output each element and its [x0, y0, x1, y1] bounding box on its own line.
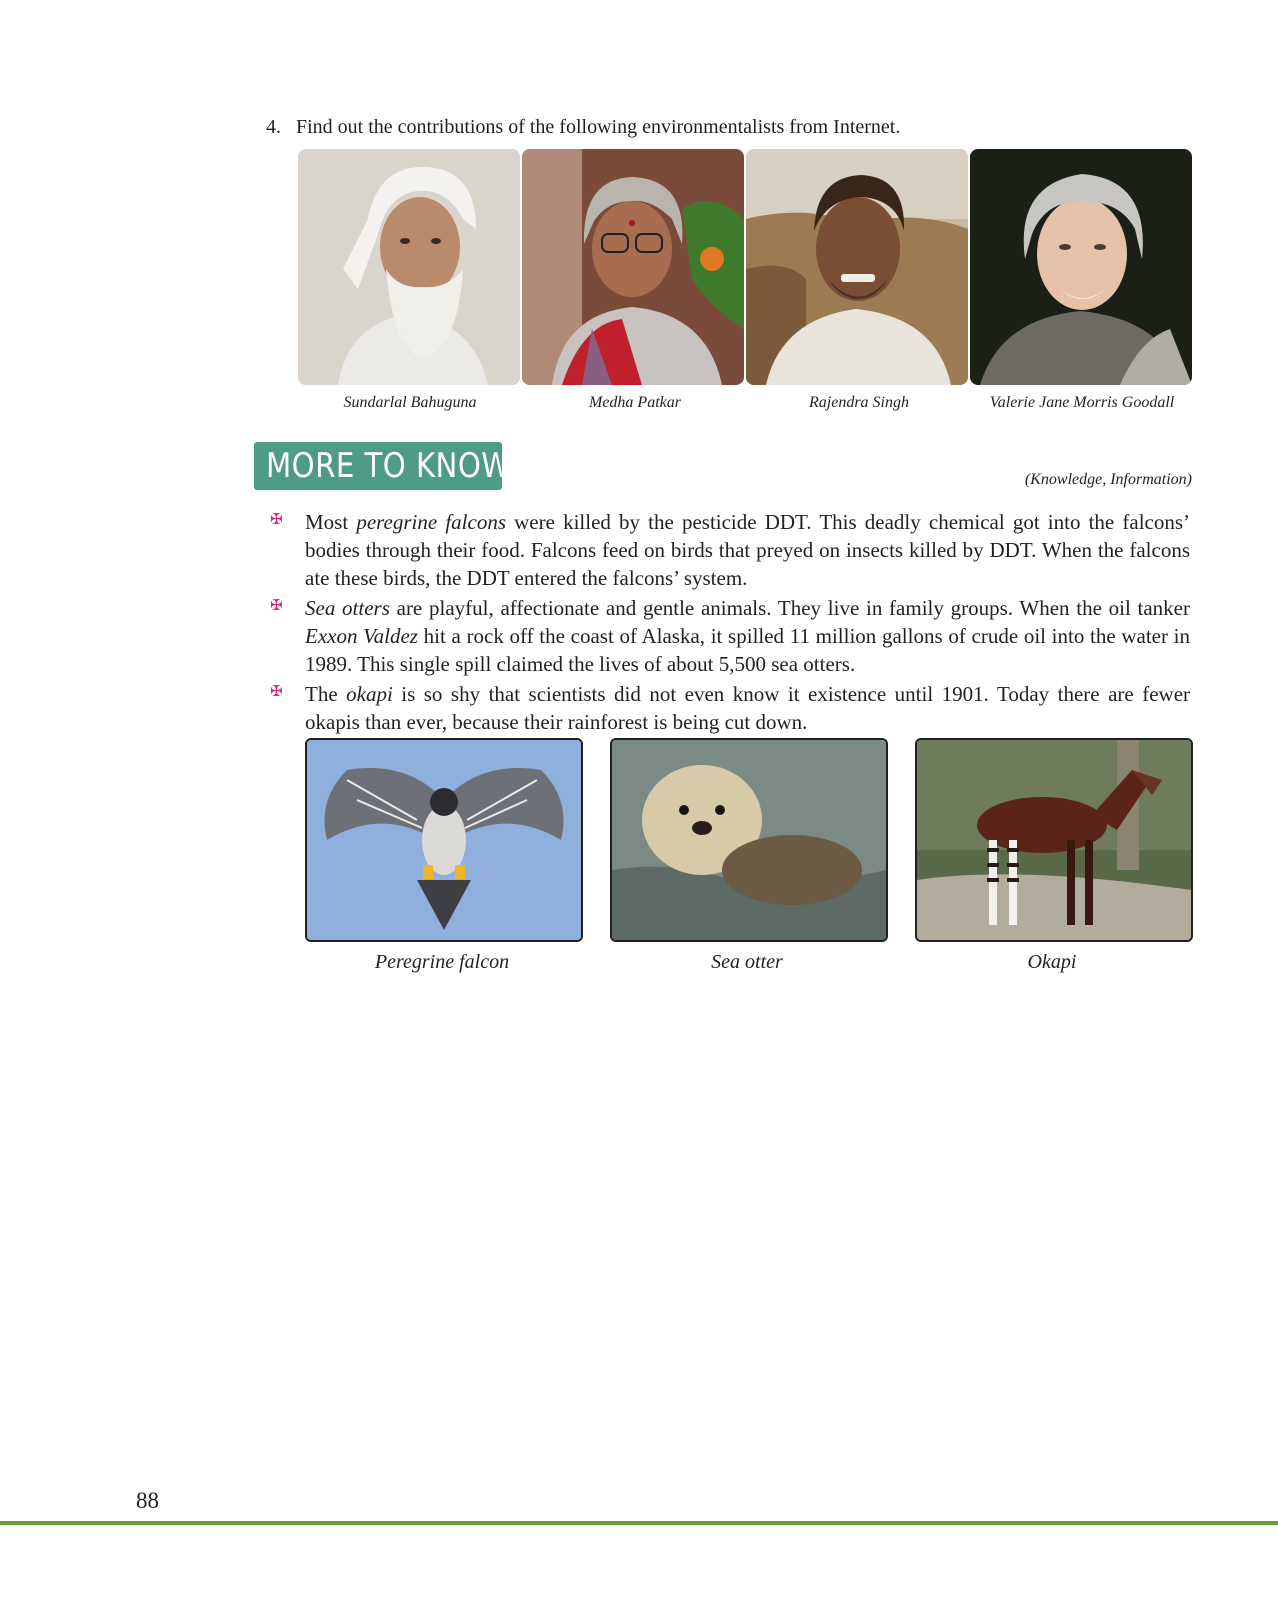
question-number: 4.: [266, 116, 281, 138]
more-to-know-subtitle: (Knowledge, Information): [1024, 471, 1192, 488]
bullet-text-falcons: Most peregrine falcons were killed by the pesticide DDT. This deadly chemical got into the falcons’ bodies through their food. Falcons feed on birds that preyed on insects killed by DDT. When the falcons ate these birds, the DDT entered the falcons’ system.: [305, 510, 1191, 590]
maltese-cross-icon: ✠: [270, 510, 283, 528]
list-item: [266, 508, 1190, 592]
caption-rajendra-singh: Rajendra Singh: [809, 394, 909, 411]
photo-medha-patkar: [522, 149, 744, 385]
question-4: [266, 114, 900, 140]
photo-peregrine-falcon: [305, 738, 583, 942]
list-item: [266, 680, 1190, 736]
photo-okapi: [915, 738, 1193, 942]
caption-sundarlal-bahuguna: Sundarlal Bahuguna: [343, 394, 477, 411]
caption-peregrine-falcon: Peregrine falcon: [374, 951, 510, 973]
question-text: Find out the contributions of the following environmentalists from Internet.: [296, 116, 901, 138]
caption-sea-otter: Sea otter: [711, 951, 783, 973]
more-to-know-banner: [254, 442, 511, 490]
bullet-text-okapi: The okapi is so shy that scientists did not even know it existence until 1901. Today there are fewer okapis than ever, because their rainforest is being cut down.: [305, 682, 1191, 734]
list-item: [266, 594, 1190, 678]
page-number: 88: [136, 1488, 159, 1513]
bullet-text-sea-otters: Sea otters are playful, affectionate and gentle animals. They live in family groups. When the oil tanker Exxon Valdez hit a rock off the coast of Alaska, it spilled 11 million gallons of crude oil into the water in 1989. This single spill claimed the lives of about 5,500 sea otters.: [305, 596, 1190, 676]
more-to-know-list: [266, 508, 1190, 738]
caption-valerie-jane-morris-goodall: Valerie Jane Morris Goodall: [989, 394, 1175, 411]
animal-photos: [305, 738, 1195, 944]
more-to-know-title: MORE TO KNOW: [266, 446, 511, 486]
photo-sea-otter: [610, 738, 888, 942]
caption-medha-patkar: Medha Patkar: [589, 394, 681, 411]
footer-rule: [0, 1521, 1278, 1525]
photo-valerie-jane-morris-goodall: [970, 149, 1192, 385]
maltese-cross-icon: ✠: [270, 596, 283, 614]
photo-rajendra-singh: [746, 149, 968, 385]
maltese-cross-icon: ✠: [270, 682, 283, 700]
environmentalist-photos: [298, 149, 1194, 385]
caption-okapi: Okapi: [1027, 951, 1077, 973]
photo-sundarlal-bahuguna: [298, 149, 520, 385]
